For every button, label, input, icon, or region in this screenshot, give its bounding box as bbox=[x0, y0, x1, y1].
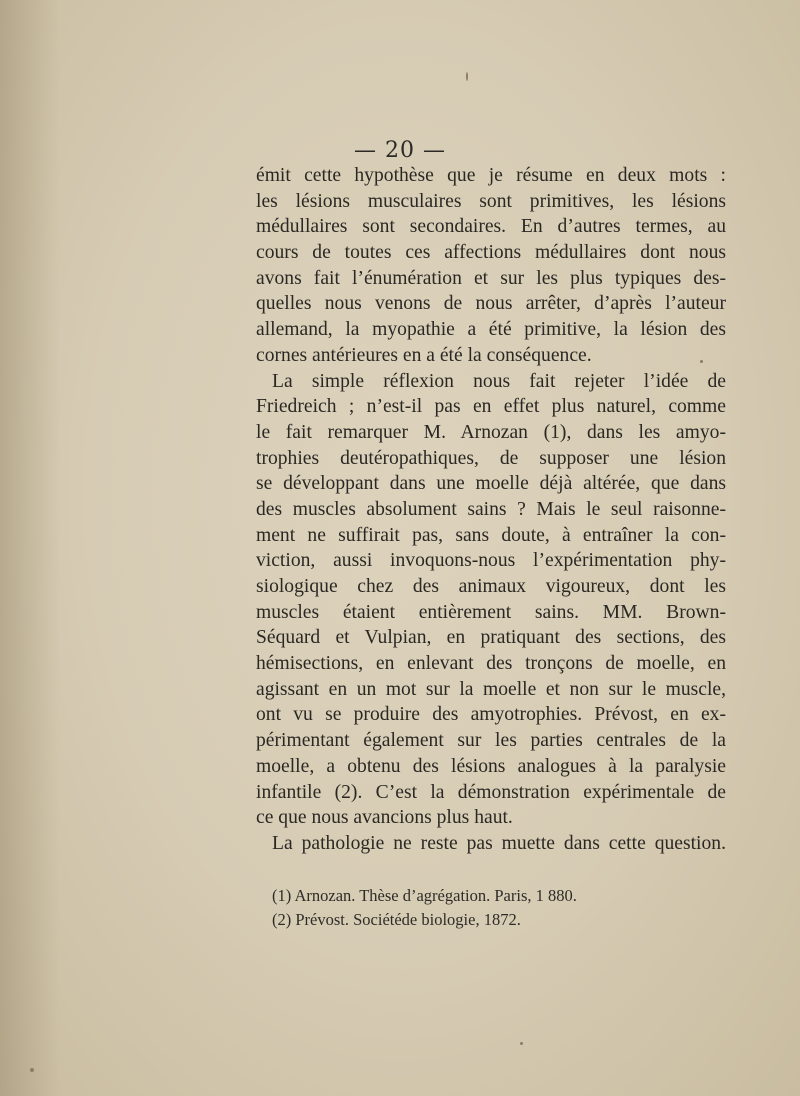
text-line: se développant dans une moelle déjà altérée, que dans bbox=[256, 473, 726, 495]
text-line: quelles nous venons de nous arrêter, d’après l’auteur bbox=[256, 293, 726, 315]
text-line: cours de toutes ces affections médullaires dont nous bbox=[256, 242, 726, 264]
footnote: (2) Prévost. Sociétéde biologie, 1872. bbox=[272, 910, 521, 929]
text-line: ont vu se produire des amyotrophies. Prévost, en ex- bbox=[256, 704, 726, 726]
text-line: Friedreich ; n’est-il pas en effet plus naturel, comme bbox=[256, 396, 726, 418]
text-line: médullaires sont secondaires. En d’autres termes, au bbox=[256, 216, 726, 238]
text-line: infantile (2). C’est la démonstration expérimentale de bbox=[256, 781, 726, 803]
paragraph-start-line: La simple réflexion nous fait rejeter l’idée de bbox=[272, 370, 726, 392]
text-line: le fait remarquer M. Arnozan (1), dans les amyo- bbox=[256, 421, 726, 443]
page-number: — 20 — bbox=[354, 138, 446, 163]
text-line: moelle, a obtenu des lésions analogues à la paralysie bbox=[256, 755, 726, 777]
text-line: les lésions musculaires sont primitives, les lésions bbox=[256, 190, 726, 212]
text-line: agissant en un mot sur la moelle et non sur le muscle, bbox=[256, 678, 726, 700]
text-line: émit cette hypothèse que je résume en deux mots : bbox=[256, 165, 726, 186]
text-line: avons fait l’énumération et sur les plus typiques des- bbox=[256, 267, 726, 289]
text-line: muscles étaient entièrement sains. MM. Brown- bbox=[256, 601, 726, 623]
text-line: périmentant également sur les parties centrales de la bbox=[256, 730, 726, 752]
text-line: Séquard et Vulpian, en pratiquant des sections, des bbox=[256, 627, 726, 649]
body-text bbox=[256, 163, 726, 857]
text-line: trophies deutéropathiques, de supposer une lésion bbox=[256, 447, 726, 469]
text-line: des muscles absolument sains ? Mais le seul raisonne- bbox=[256, 498, 726, 520]
paper-speck bbox=[520, 1042, 523, 1045]
text-line: hémisections, en enlevant des tronçons de moelle, en bbox=[256, 653, 726, 675]
page-edge-shadow bbox=[0, 0, 60, 1096]
text-line: viction, aussi invoquons-nous l’expérimentation phy- bbox=[256, 550, 726, 572]
footnotes bbox=[272, 884, 732, 932]
paper-speck bbox=[30, 1068, 34, 1072]
text-line: ce que nous avancions plus haut. bbox=[256, 807, 513, 829]
text-line: allemand, la myopathie a été primitive, la lésion des bbox=[256, 319, 726, 341]
paragraph-start-line: La pathologie ne reste pas muette dans cette question. bbox=[272, 832, 726, 854]
text-line: cornes antérieures en a été la conséquence. bbox=[256, 344, 592, 366]
footnote: (1) Arnozan. Thèse d’agrégation. Paris, 1 880. bbox=[272, 886, 577, 905]
paper-speck bbox=[466, 72, 468, 81]
text-line: ment ne suffirait pas, sans doute, à entraîner la con- bbox=[256, 524, 726, 546]
text-line: siologique chez des animaux vigoureux, dont les bbox=[256, 576, 726, 597]
